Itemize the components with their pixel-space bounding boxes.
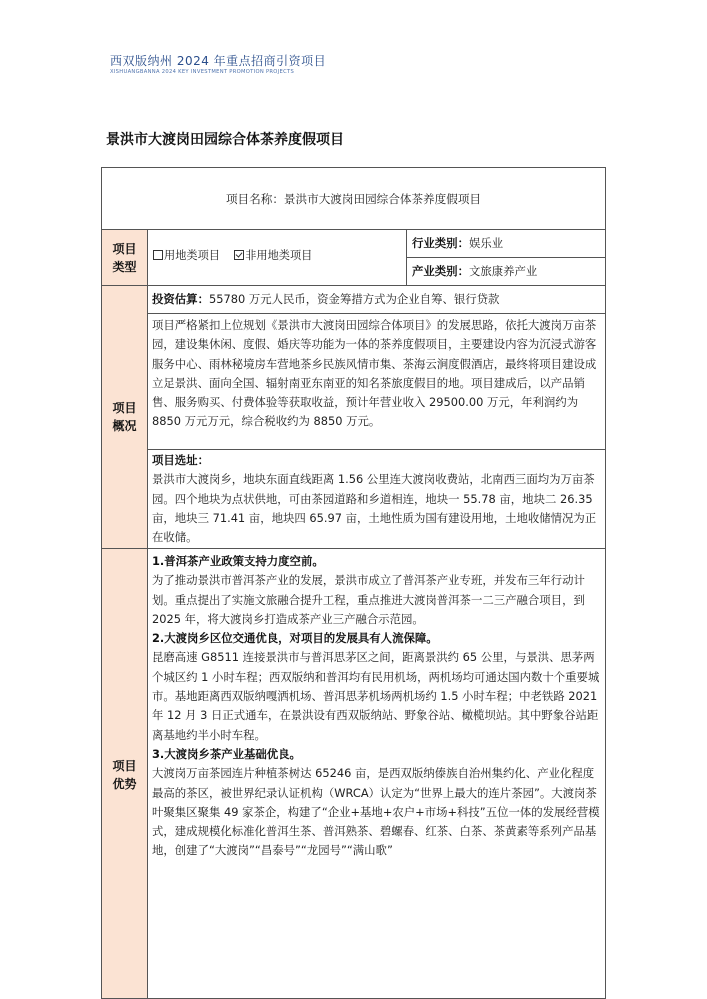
industry-value: 娱乐业 [468,236,504,250]
description-text: 项目严格紧扣上位规划《景洪市大渡岗田园综合体项目》的发展思路，依托大渡岗万亩茶园，建设集休闲、度假、婚庆等功能为一体的茶养度假项目，主要建设内容为沉浸式游客服务中心、雨林秘境房车营地茶乡民族风情市集、茶海云涧度假酒店，最终将项目建设成立足景洪、面向全国、辐射南亚东南亚的知名茶旅度假目的地。项目建成后，以产品销售、服务购买、付费体验等获取收益，预计年营业收入 29500.00 万元，年利润约为 8850 万元万元，综合税收约为 8850 万元。 [152,318,597,429]
overview-label-line1: 项目 [112,401,137,415]
header-subtitle: XISHUANGBANNA 2024 KEY INVESTMENT PROMOTION PROJECTS [110,69,295,75]
advantage-3-heading: 3.大渡岗乡茶产业基础优良。 [152,746,301,761]
advantage-1-heading: 1.普洱茶产业政策支持力度空前。 [152,554,324,568]
option-land-label: 用地类项目 [164,249,220,262]
advantage-2-text: 昆磨高速 G8511 连接景洪市与普洱思茅区之间，距离景洪约 65 公里，与景洪、思茅两个城区约 1 小时车程；西双版纳和普洱均有民用机场，两机场均可通达国内数十个重要城市。基地距离西双版纳嘎洒机场、普洱思茅机场两机场约 1.5 小时车程；中老铁路 2021 年 12 月 3 日正式通车，在景洪设有西双版纳站、野象谷站、橄榄坝站。其中野象谷站距离基地约半小时车程。 [152,650,600,742]
project-name-row [102,168,605,229]
project-table [101,167,606,999]
advantages-label [102,549,147,999]
site-block [152,451,604,547]
site-value: 景洪市大渡岗乡，地块东面直线距离 1.56 公里连大渡岗收费站，北南西三面均为万亩茶园。四个地块为点状供地，可由茶园道路和乡道相连，地块一 55.78 亩，地块二 26.35 亩，地块三 71.41 亩，地块四 65.97 亩，土地性质为国有建设用地，土地收储情况为正在收储。 [152,472,597,545]
investment-row [152,290,602,309]
site-label: 项目选址： [152,453,209,467]
sector-value: 文旅康养产业 [468,264,538,278]
type-label-line2: 类型 [112,259,137,274]
investment-label: 投资估算： [152,292,209,306]
investment-value: 55780 万元人民币，资金筹措方式为企业自筹、银行贷款 [208,292,500,306]
document-title: 景洪市大渡岗田园综合体茶养度假项目 [106,132,344,148]
advantage-2-heading: 2.大渡岗乡区位交通优良，对项目的发展具有人流保障。 [152,631,438,646]
overview-description [152,316,604,432]
industry-cell [412,234,602,253]
industry-label: 行业类别： [412,236,469,250]
overview-label-line2: 概况 [112,419,137,433]
header-title: 西双版纳州 2024 年重点招商引资项目 [110,54,327,68]
advantage-3-text: 大渡岗万亩茶园连片种植茶树达 65246 亩，是西双版纳傣族自治州集约化、产业化程度最高的茶区，被世界纪录认证机构（WRCA）认定为“世界上最大的连片茶园”。大渡岗茶叶聚集区聚集 49 家茶企，构建了“企业+基地+农户+市场+科技”五位一体的发展经营模式，建成规模化标准化普洱生茶、普洱熟茶、碧螺春、红茶、白茶、茶黄素等系列产品基地，创建了“大渡岗”“昌泰号”“龙园号”“满山歌” [152,766,600,858]
advantages-label-line2: 优势 [112,776,137,791]
checkbox-nonland[interactable] [234,250,244,260]
advantage-1-text: 为了推动景洪市普洱茶产业的发展，景洪市成立了普洱茶产业专班，并发布三年行动计划。重点提出了实施文旅融合提升工程，重点推进大渡岗普洱茶一二三产融合项目，到 2025 年，将大渡岗乡打造成茶产业三产融合示范园。 [152,573,585,626]
overview-label [102,286,147,548]
advantages-label-line1: 项目 [112,758,137,773]
type-options [153,246,403,265]
type-label [102,230,147,285]
sector-label: 产业类别： [412,264,469,278]
sector-cell [412,262,602,281]
type-label-line1: 项目 [112,241,137,256]
option-nonland-label: 非用地类项目 [245,249,313,262]
project-name: 项目名称：景洪市大渡岗田园综合体茶养度假项目 [225,191,482,206]
checkbox-land[interactable] [153,250,163,260]
advantages-content [152,552,604,861]
